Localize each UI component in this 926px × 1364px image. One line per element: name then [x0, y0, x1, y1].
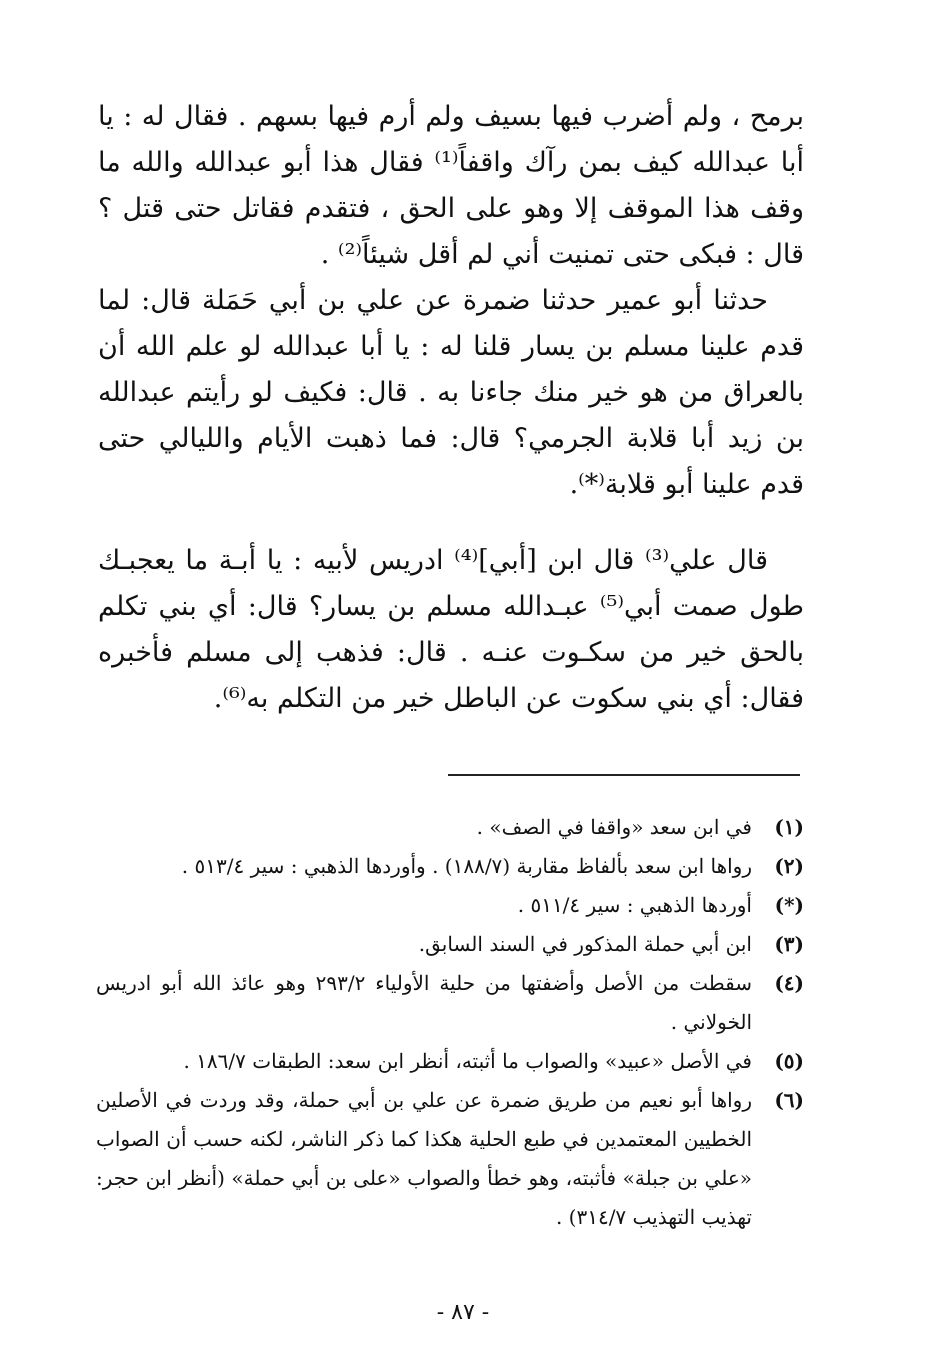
footnote-number: (*): [774, 893, 804, 917]
footnote-star: [96, 886, 804, 925]
footnote-3: [96, 925, 804, 964]
footnote-text: رواها ابن سعد بألفاظ مقاربة (١٨٨/٧) . وأوردها الذهبي : سير ٥١٣/٤ .: [181, 854, 752, 878]
footnotes: [96, 808, 804, 1237]
footnote-1: [96, 808, 804, 847]
footnote-text: ابن أبي حملة المذكور في السند السابق.: [418, 932, 752, 956]
footnote-2: [96, 847, 804, 886]
footnote-number: (١): [774, 815, 804, 839]
footnote-number: (٢): [774, 854, 804, 878]
footnote-4: [96, 964, 804, 1042]
main-text: [98, 94, 804, 722]
paragraph-1: برمح ، ولم أضرب فيها بسيف ولم أرم فيها بسهم . فقال له : يا أبا عبدالله كيف بمن رآك واقفاً⁽¹⁾ فقال هذا أبو عبدالله والله ما وقف هذا الموقف إلا وهو على الحق ، فتقدم فقاتل حتى قتل ؟ قال : فبكى حتى تمنيت أني لم أقل شيئاً⁽²⁾ .: [98, 101, 804, 270]
footnote-number: (٥): [774, 1049, 804, 1073]
footnote-divider: [448, 774, 800, 776]
paragraph-2: حدثنا أبو عمير حدثنا ضمرة عن علي بن أبي حَمَلة قال: لما قدم علينا مسلم بن يسار قلنا له : يا أبا عبدالله لو علم الله أن بالعراق من هو خير منك جاءنا به . قال: فكيف لو رأيتم عبدالله بن زيد أبا قلابة الجرمي؟ قال: فما ذهبت الأيام والليالي حتى قدم علينا أبو قلابة⁽*⁾.: [98, 285, 804, 500]
footnote-text: أوردها الذهبي : سير ٥١١/٤ .: [517, 893, 752, 917]
paragraph-gap: [98, 508, 804, 538]
footnote-number: (٤): [774, 971, 804, 995]
footnote-text: سقطت من الأصل وأضفتها من حلية الأولياء ٢٩٣/٢ وهو عائذ الله أبو ادريس الخولاني .: [96, 971, 752, 1034]
page-number: - ٨٧ -: [436, 1300, 490, 1325]
footnote-6: [96, 1081, 804, 1237]
paragraph-3: قال علي⁽³⁾ قال ابن [أبي]⁽⁴⁾ ادريس لأبيه : يا أبـة ما يعجبـك طول صمت أبي⁽⁵⁾ عبـدالله مسلم بن يسار؟ قال: أي بني تكلم بالحق خير من سكـوت عنـه . قال: فذهب إلى مسلم فأخبره فقال: أي بني سكوت عن الباطل خير من التكلم به⁽⁶⁾.: [98, 545, 805, 714]
footnote-5: [96, 1042, 804, 1081]
footnote-text: في ابن سعد «واقفا في الصف» .: [476, 815, 752, 839]
footnote-number: (٦): [774, 1088, 804, 1112]
footnote-text: رواها أبو نعيم من طريق ضمرة عن علي بن أبي حملة، وقد وردت في الأصلين الخطيين المعتمدين في طبع الحلية هكذا كما ذكر الناشر، لكنه حسب أن الصواب «علي بن جبلة» فأثبته، وهو خطأ والصواب «على بن أبي حملة» (أنظر ابن حجر: تهذيب التهذيب ٣١٤/٧) .: [96, 1088, 752, 1229]
footnote-text: في الأصل «عبيد» والصواب ما أثبته، أنظر ابن سعد: الطبقات ١٨٦/٧ .: [183, 1049, 752, 1073]
footnote-number: (٣): [774, 932, 804, 956]
